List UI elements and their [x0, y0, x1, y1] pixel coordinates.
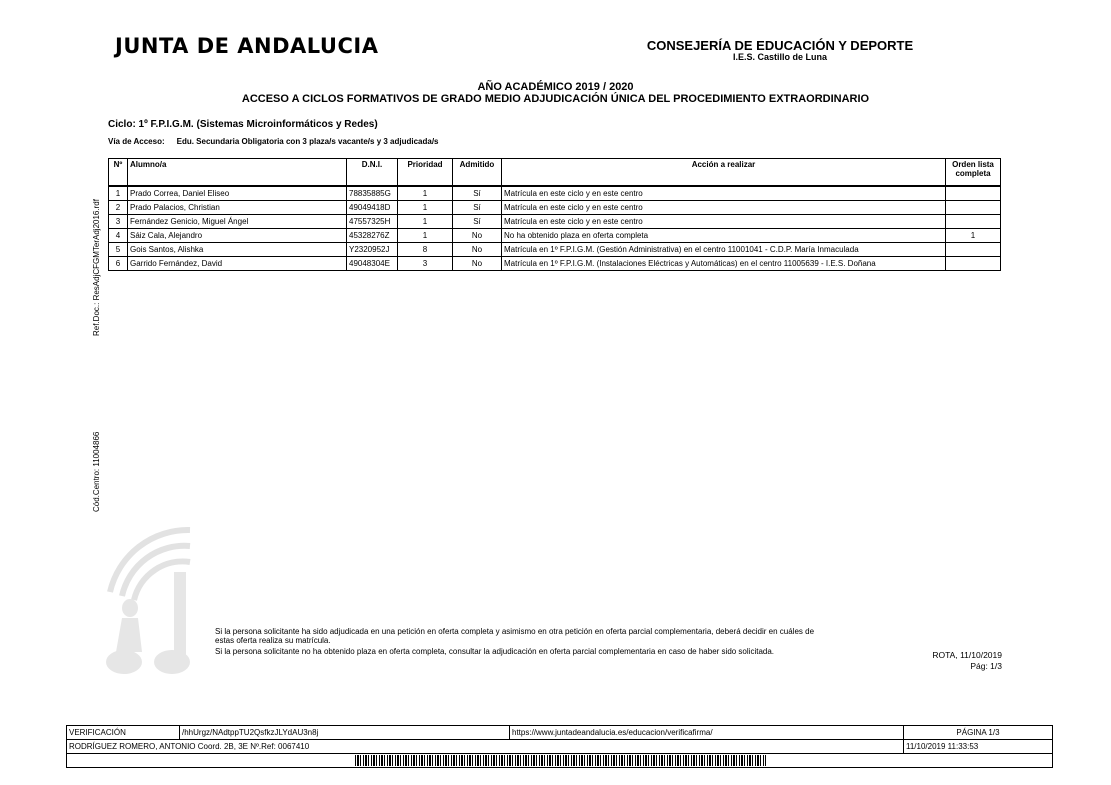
cell-dni: Y2320952J: [347, 243, 398, 257]
cell-num: 6: [109, 257, 128, 271]
cell-alumno: Prado Palacios, Christian: [128, 201, 347, 215]
cell-accion: Matrícula en 1º F.P.I.G.M. (Gestión Administrativa) en el centro 11001041 - C.D.P. María Inmaculada: [502, 243, 946, 257]
cell-dni: 47557325H: [347, 215, 398, 229]
table-row: [109, 243, 1001, 257]
cell-admitido: Sí: [453, 201, 502, 215]
cell-dni: 49048304E: [347, 257, 398, 271]
via-value: Edu. Secundaria Obligatoria con 3 plaza/s vacante/s y 3 adjudicada/s: [176, 137, 439, 146]
via-acceso: [108, 137, 439, 146]
cell-prioridad: 3: [398, 257, 453, 271]
cell-num: 4: [109, 229, 128, 243]
andalucia-emblem-watermark: [104, 522, 194, 682]
cell-alumno: Gois Santos, Alishka: [128, 243, 347, 257]
document-title: ACCESO A CICLOS FORMATIVOS DE GRADO MEDIO ADJUDICACIÓN ÚNICA DEL PROCEDIMIENTO EXTRAORDINARIO: [241, 93, 870, 105]
cell-orden: [946, 243, 1001, 257]
cell-alumno: Sáiz Cala, Alejandro: [128, 229, 347, 243]
col-alumno: Alumno/a: [128, 159, 347, 187]
signer-name: RODRÍGUEZ ROMERO, ANTONIO Coord. 2B, 3E Nº.Ref: 0067410: [67, 740, 904, 754]
cell-accion: Matrícula en 1º F.P.I.G.M. (Instalaciones Eléctricas y Automáticas) en el centro 11005639 - I.E.S. Doñana: [502, 257, 946, 271]
cell-accion: No ha obtenido plaza en oferta completa: [502, 229, 946, 243]
table-header-row: [109, 159, 1001, 187]
cell-orden: [946, 201, 1001, 215]
col-orden: Orden lista completa: [946, 159, 1001, 187]
col-num: Nº: [109, 159, 128, 187]
cell-admitido: No: [453, 243, 502, 257]
school-name: I.E.S. Castillo de Luna: [732, 52, 828, 62]
cell-num: 2: [109, 201, 128, 215]
cell-dni: 49049418D: [347, 201, 398, 215]
junta-logo: JUNTA DE ANDALUCIA: [115, 34, 379, 58]
cell-num: 5: [109, 243, 128, 257]
cell-dni: 78835885G: [347, 186, 398, 201]
academic-year: AÑO ACADÉMICO 2019 / 2020: [477, 81, 634, 93]
signature-timestamp: 11/10/2019 11:33:53: [904, 740, 1053, 754]
table-row: [109, 186, 1001, 201]
table-row: [109, 257, 1001, 271]
place-date: ROTA, 11/10/2019: [932, 650, 1002, 660]
signer-row: [67, 740, 1053, 754]
verification-label: VERIFICACIÓN: [67, 726, 180, 740]
signature-place: [880, 650, 1002, 672]
cell-admitido: Sí: [453, 215, 502, 229]
verification-code: /hhUrgz/NAdtppTU2QsfkzJLYdAU3n8j: [180, 726, 510, 740]
ciclo-heading: Ciclo: 1º F.P.I.G.M. (Sistemas Microinformáticos y Redes): [108, 119, 378, 130]
page-number: Pág: 1/3: [970, 661, 1002, 671]
cell-alumno: Fernández Genicio, Miguel Ángel: [128, 215, 347, 229]
cell-dni: 45328276Z: [347, 229, 398, 243]
col-dni: D.N.I.: [347, 159, 398, 187]
cell-alumno: Prado Correa, Daniel Eliseo: [128, 186, 347, 201]
verification-row: [67, 726, 1053, 740]
cell-orden: [946, 215, 1001, 229]
table-row: [109, 201, 1001, 215]
cod-centro-label: Cód.Centro: 11004866: [92, 431, 101, 512]
consejeria-title: CONSEJERÍA DE EDUCACIÓN Y DEPORTE: [646, 38, 914, 53]
cell-admitido: Sí: [453, 186, 502, 201]
cell-orden: 1: [946, 229, 1001, 243]
notes-block: [215, 627, 825, 658]
cell-orden: [946, 257, 1001, 271]
verification-url[interactable]: https://www.juntadeandalucia.es/educacion/verificafirma/: [510, 726, 904, 740]
cell-prioridad: 1: [398, 201, 453, 215]
cell-prioridad: 1: [398, 229, 453, 243]
col-admitido: Admitido: [453, 159, 502, 187]
note-2: Si la persona solicitante no ha obtenido plaza en oferta completa, consultar la adjudicación en oferta parcial complementaria en caso de haber sido solicitada.: [215, 647, 775, 656]
adjudication-table: [108, 158, 1001, 271]
cell-admitido: No: [453, 257, 502, 271]
cell-prioridad: 1: [398, 215, 453, 229]
cell-prioridad: 8: [398, 243, 453, 257]
note-1: Si la persona solicitante ha sido adjudicada en una petición en oferta completa y asimismo en otra petición en oferta parcial complementaria, deberá decidir en cuáles de estas oferta realiza su matrícula.: [215, 627, 815, 645]
cell-num: 1: [109, 186, 128, 201]
ref-doc-label: Ref.Doc.: ResAdjCFGMTerAdj2016.rdf: [92, 199, 101, 336]
via-label: Vía de Acceso:: [108, 137, 165, 146]
verification-page: PÁGINA 1/3: [904, 726, 1053, 740]
table-row: [109, 215, 1001, 229]
cell-num: 3: [109, 215, 128, 229]
cell-accion: Matrícula en este ciclo y en este centro: [502, 186, 946, 201]
cell-orden: [946, 186, 1001, 201]
table-row: [109, 229, 1001, 243]
barcode: [355, 755, 766, 766]
cell-prioridad: 1: [398, 186, 453, 201]
col-prioridad: Prioridad: [398, 159, 453, 187]
col-accion: Acción a realizar: [502, 159, 946, 187]
cell-accion: Matrícula en este ciclo y en este centro: [502, 215, 946, 229]
cell-accion: Matrícula en este ciclo y en este centro: [502, 201, 946, 215]
cell-alumno: Garrido Fernández, David: [128, 257, 347, 271]
cell-admitido: No: [453, 229, 502, 243]
